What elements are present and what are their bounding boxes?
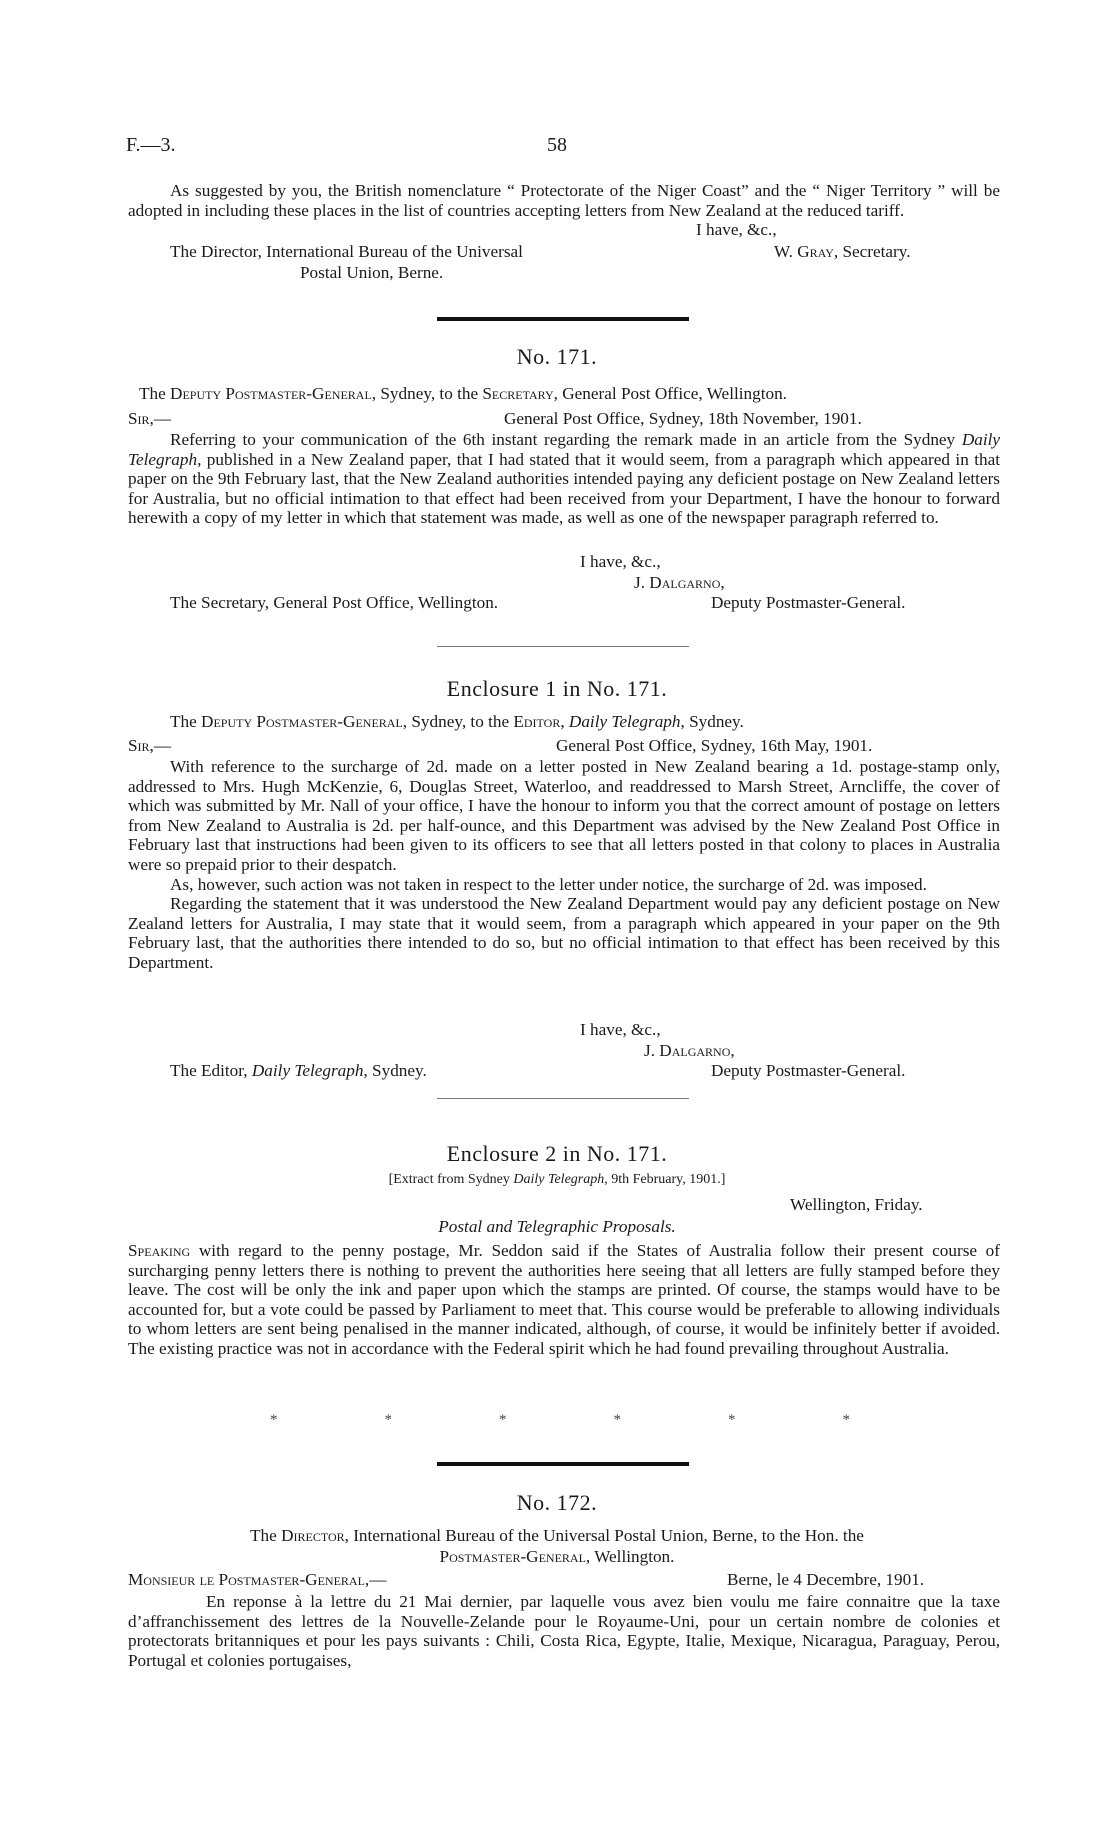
asterisk: * [384, 1412, 392, 1428]
enclosure-divider [437, 646, 689, 647]
enclosure-divider-2 [437, 1098, 689, 1099]
no171-body-ital: Daily Telegraph [128, 430, 1000, 469]
no171-from-to-b: , Sydney, to the [371, 384, 483, 403]
no172-dateline: Berne, le 4 Decembre, 1901. [727, 1570, 925, 1589]
enc1-closing: I have, &c., [580, 1020, 661, 1039]
enc2-dateline: Wellington, Friday. [790, 1195, 923, 1214]
no171-from-title: Deputy Postmaster-General [170, 384, 372, 403]
enc1-signature-role: Deputy Postmaster-General. [711, 1061, 906, 1080]
enc2-heading [0, 1141, 1114, 1167]
section-divider [437, 317, 689, 321]
no171-paragraph [128, 430, 1000, 528]
enc2-extract-b: , 9th February, 1901.] [604, 1172, 726, 1187]
enc1-heading-text: Enclosure 1 in No. 171. [446, 676, 668, 701]
no171-body [128, 430, 1000, 528]
no171-salutation: Sir,— [128, 409, 172, 428]
enc1-signature-name: J. Dalgarno, [644, 1041, 735, 1060]
enc1-addressee-a: The Editor, [170, 1061, 252, 1080]
no171-heading [0, 344, 1114, 370]
enc1-para1: With reference to the surcharge of 2d. made on a letter posted in New Zealand bearing a 1d. postage-stamp only, addressed to Mrs. Hugh McKenzie, 6, Douglas Street, Waterloo, and readdressed to Marsh Street, Arncliffe, the cover of which was submitted by Mr. Nall of your office, I have the honour to inform you that the correct amount of postage on letters from New Zealand to Australia is 2d. per half-ounce, and this Department was advised by the New Zealand Post Office in February last that instructions had been given to its officers to see that all letters posted in that colony to places in Australia were so prepaid prior to their despatch. [128, 757, 1000, 874]
no171-to-title: Secretary [482, 384, 554, 403]
no172-from-to [0, 1525, 1114, 1567]
enc2-extract-a: [Extract from Sydney [388, 1172, 514, 1187]
no171-body-a: Referring to your communication of the 6th instant regarding the remark made in an article from the Sydney [170, 430, 962, 449]
no171-signature-role: Deputy Postmaster-General. [711, 593, 906, 612]
intro-addressee-line1: The Director, International Bureau of the Universal [170, 242, 523, 261]
intro-signature-name: W. Gray [774, 242, 834, 261]
page-number: 58 [547, 134, 567, 156]
no171-body-b: , published in a New Zealand paper, that I had stated that it would seem, from a paragraph which appeared in that paper on the 9th February last, that the New Zealand authorities intended paying any deficient postage on New Zealand letters for Australia, but no official intimation to that effect had been received from your Department, I have the honour to forward herewith a copy of my letter in which that statement was made, as well as one of the newspaper paragraph referred to. [128, 449, 1000, 528]
intro-addressee-line2: Postal Union, Berne. [300, 263, 444, 282]
enc1-body [128, 757, 1000, 973]
asterisk: * [842, 1412, 850, 1428]
no172-from-to-c: , Wellington. [585, 1547, 675, 1566]
no171-from-to [139, 384, 787, 404]
no172-from-to-a: The [250, 1526, 282, 1545]
enc2-extract-ital: Daily Telegraph [513, 1172, 605, 1187]
no172-paragraph: En reponse à la lettre du 21 Mai dernier, par laquelle vous avez bien voulu me faire connaitre que la taxe d’affranchissement des lettres de la Nouvelle-Zelande pour le Royaume-Uni, pour un certain nombre de colonies et protectorats britanniques et pour les pays suivants : Chili, Costa Rica, Egypte, Italie, Mexique, Nicaragua, Paraguay, Perou, Portugal et colonies portugaises, [128, 1592, 1000, 1670]
no172-heading [0, 1490, 1114, 1516]
enc1-para2: As, however, such action was not taken in respect to the letter under notice, the surcharge of 2d. was imposed. [170, 874, 927, 894]
enc1-from-to-a: The [170, 712, 202, 731]
enc2-lead: Speaking [128, 1241, 191, 1260]
intro-signature-role: , Secretary. [833, 242, 911, 261]
enc1-para3: Regarding the statement that it was understood the New Zealand Department would pay any deficient postage on New Zealand letters for Australia, I may state that it would seem, from a paragraph which appeared in your paper on the 9th February last, that the authorities there intended to do so, but no official intimation to that effect has been received by this Department. [128, 894, 1000, 972]
enc2-heading-text: Enclosure 2 in No. 171. [446, 1141, 668, 1166]
enc1-heading [0, 676, 1114, 702]
enc2-paragraph [128, 1241, 1000, 1359]
enc1-addressee-ital: Daily Telegraph [251, 1061, 364, 1080]
enc1-dateline: General Post Office, Sydney, 16th May, 1901. [556, 736, 873, 755]
no172-heading-text: No. 172. [516, 1490, 598, 1515]
enc1-from-title: Deputy Postmaster-General [201, 712, 403, 731]
no172-salutation: Monsieur le Postmaster-General,— [128, 1570, 387, 1589]
intro-section [128, 181, 1000, 220]
no171-closing: I have, &c., [580, 552, 661, 571]
enc2-subheading: Postal and Telegraphic Proposals. [438, 1217, 676, 1236]
enc1-from-to-b: , Sydney, to the [402, 712, 514, 731]
doc-reference: F.—3. [126, 134, 176, 156]
enc1-salutation: Sir,— [128, 736, 172, 755]
no171-addressee: The Secretary, General Post Office, Wellington. [170, 593, 499, 612]
intro-closing: I have, &c., [696, 220, 777, 239]
no172-body [128, 1592, 1000, 1670]
intro-signature [774, 242, 911, 262]
enc2-body [128, 1241, 1000, 1359]
no171-signature-name: J. Dalgarno, [634, 573, 725, 592]
asterisk: * [613, 1412, 621, 1428]
no172-from-to-b: , International Bureau of the Universal Postal Union, Berne, to the Hon. the [344, 1526, 864, 1545]
no171-from-to-a: The [139, 384, 171, 403]
enc1-to-ital: Daily Telegraph [568, 712, 681, 731]
enc1-to-title: Editor [513, 712, 561, 731]
asterisk: * [270, 1412, 278, 1428]
intro-paragraph: As suggested by you, the British nomenclature “ Protectorate of the Niger Coast” and the “ Niger Territory ” will be adopted in including these places in the list of countries accepting letters from New Zealand at the reduced tariff. [128, 181, 1000, 220]
no172-to-title: Postmaster-General [439, 1547, 586, 1566]
enc1-addressee-b: , Sydney. [363, 1061, 427, 1080]
no172-from-title: Director [281, 1526, 345, 1545]
no171-heading-text: No. 171. [516, 344, 598, 369]
enc1-from-to-c: , [560, 712, 569, 731]
enc1-addressee [170, 1061, 427, 1081]
enc2-asterisks [270, 1412, 850, 1429]
no171-from-to-c: , General Post Office, Wellington. [553, 384, 787, 403]
enc1-from-to-d: , Sydney. [680, 712, 744, 731]
section-divider-2 [437, 1462, 689, 1466]
asterisk: * [499, 1412, 507, 1428]
enc2-extract [0, 1172, 1114, 1188]
no171-dateline: General Post Office, Sydney, 18th November, 1901. [504, 409, 862, 428]
asterisk: * [728, 1412, 736, 1428]
enc2-body-text: with regard to the penny postage, Mr. Seddon said if the States of Australia follow their present course of surcharging penny letters there is nothing to prevent the authorities here seeing that all letters are fully stamped before they leave. The cost will be only the ink and paper upon which the stamps are printed. Of course, the stamps would have to be accounted for, but a vote could be passed by Parliament to meet that. This course would be preferable to allowing individuals to whom letters are sent being penalised in the manner indicated, although, of course, it would be infinitely better if avoided. The existing practice was not in accordance with the Federal spirit which he had found prevailing throughout Australia. [128, 1241, 1000, 1358]
enc1-from-to [170, 712, 744, 732]
